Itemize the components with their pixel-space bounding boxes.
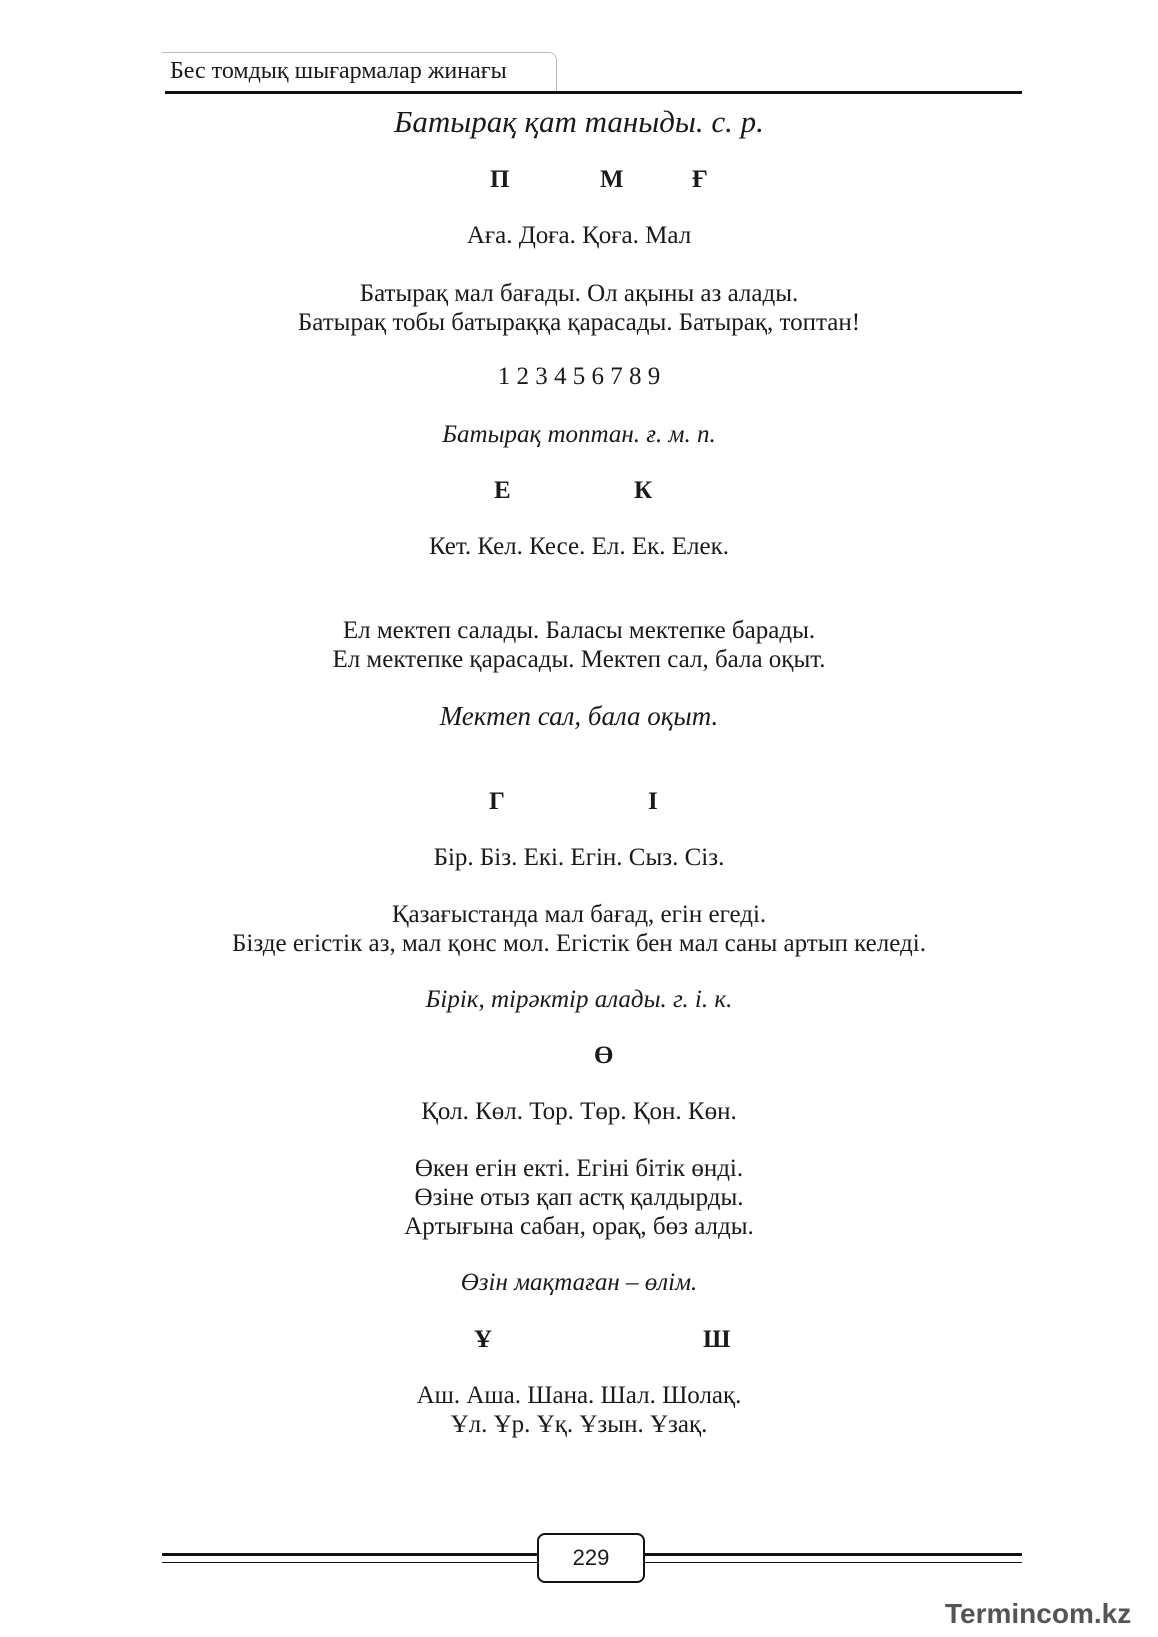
paragraph-line: Ел мектеп салады. Баласы мектепке барады. — [342, 617, 816, 644]
motto: Бірік, тірәктір алады. г. і. к. — [425, 986, 733, 1013]
watermark-logo: Termincom.kz — [945, 1598, 1132, 1629]
letter-heading: Ғ — [692, 166, 708, 193]
page-number-text: 229 — [572, 1545, 610, 1570]
paragraph-line: Артығына сабан, орақ, бөз алды. — [404, 1213, 754, 1240]
section-title: Батырақ қат таныды. с. р. — [394, 104, 764, 139]
letter-heading: Г — [489, 788, 505, 815]
word-list: Кет. Кел. Кесе. Ел. Ек. Елек. — [429, 533, 729, 560]
letter-heading: П — [490, 166, 510, 193]
word-list: Бір. Біз. Екі. Егін. Сыз. Сіз. — [433, 844, 725, 871]
paragraph-line: Қазағыстанда мал бағад, егін егеді. — [391, 901, 767, 928]
word-list: Қол. Көл. Тор. Төр. Қон. Көн. — [421, 1098, 737, 1125]
paragraph-line: Бізде егістік аз, мал қонс мол. Егістік бен мал саны артып келеді. — [232, 930, 926, 957]
letter-heading: Е — [494, 477, 511, 504]
letter-heading: Ө — [594, 1042, 614, 1069]
motto: Мектеп сал, бала оқыт. — [439, 701, 719, 731]
footer-rule-left — [162, 1553, 540, 1563]
letter-heading: І — [648, 788, 658, 815]
letter-heading: Ш — [703, 1326, 731, 1353]
header-rule — [165, 91, 1022, 94]
word-list: Ұл. Ұр. Ұқ. Ұзын. Ұзақ. — [450, 1411, 708, 1438]
book-title: Бес томдық шығармалар жинағы — [170, 58, 507, 84]
letter-heading: К — [634, 477, 653, 504]
paragraph-line: Батырақ мал бағады. Ол ақыны аз алады. — [359, 280, 799, 307]
motto: Өзін мақтаған – өлім. — [460, 1269, 698, 1296]
number-row: 1 2 3 4 5 6 7 8 9 — [497, 363, 661, 390]
word-list: Аға. Доға. Қоға. Мал — [466, 222, 692, 249]
letter-heading: Ұ — [474, 1326, 493, 1353]
motto: Батырақ топтан. ғ. м. п. — [442, 421, 716, 448]
paragraph-line: Өзіне отыз қап астқ қалдырды. — [414, 1184, 744, 1211]
paragraph-line: Батырақ тобы батыраққа қарасады. Батырақ, топтан! — [297, 309, 861, 336]
letter-heading: М — [600, 166, 624, 193]
word-list: Аш. Аша. Шана. Шал. Шолақ. — [416, 1382, 742, 1409]
page-number — [537, 1533, 645, 1583]
paragraph-line: Өкен егін екті. Егіні бітік өнді. — [414, 1155, 744, 1182]
paragraph-line: Ел мектепке қарасады. Мектеп сал, бала оқыт. — [332, 646, 826, 673]
footer-rule-right — [642, 1553, 1022, 1563]
